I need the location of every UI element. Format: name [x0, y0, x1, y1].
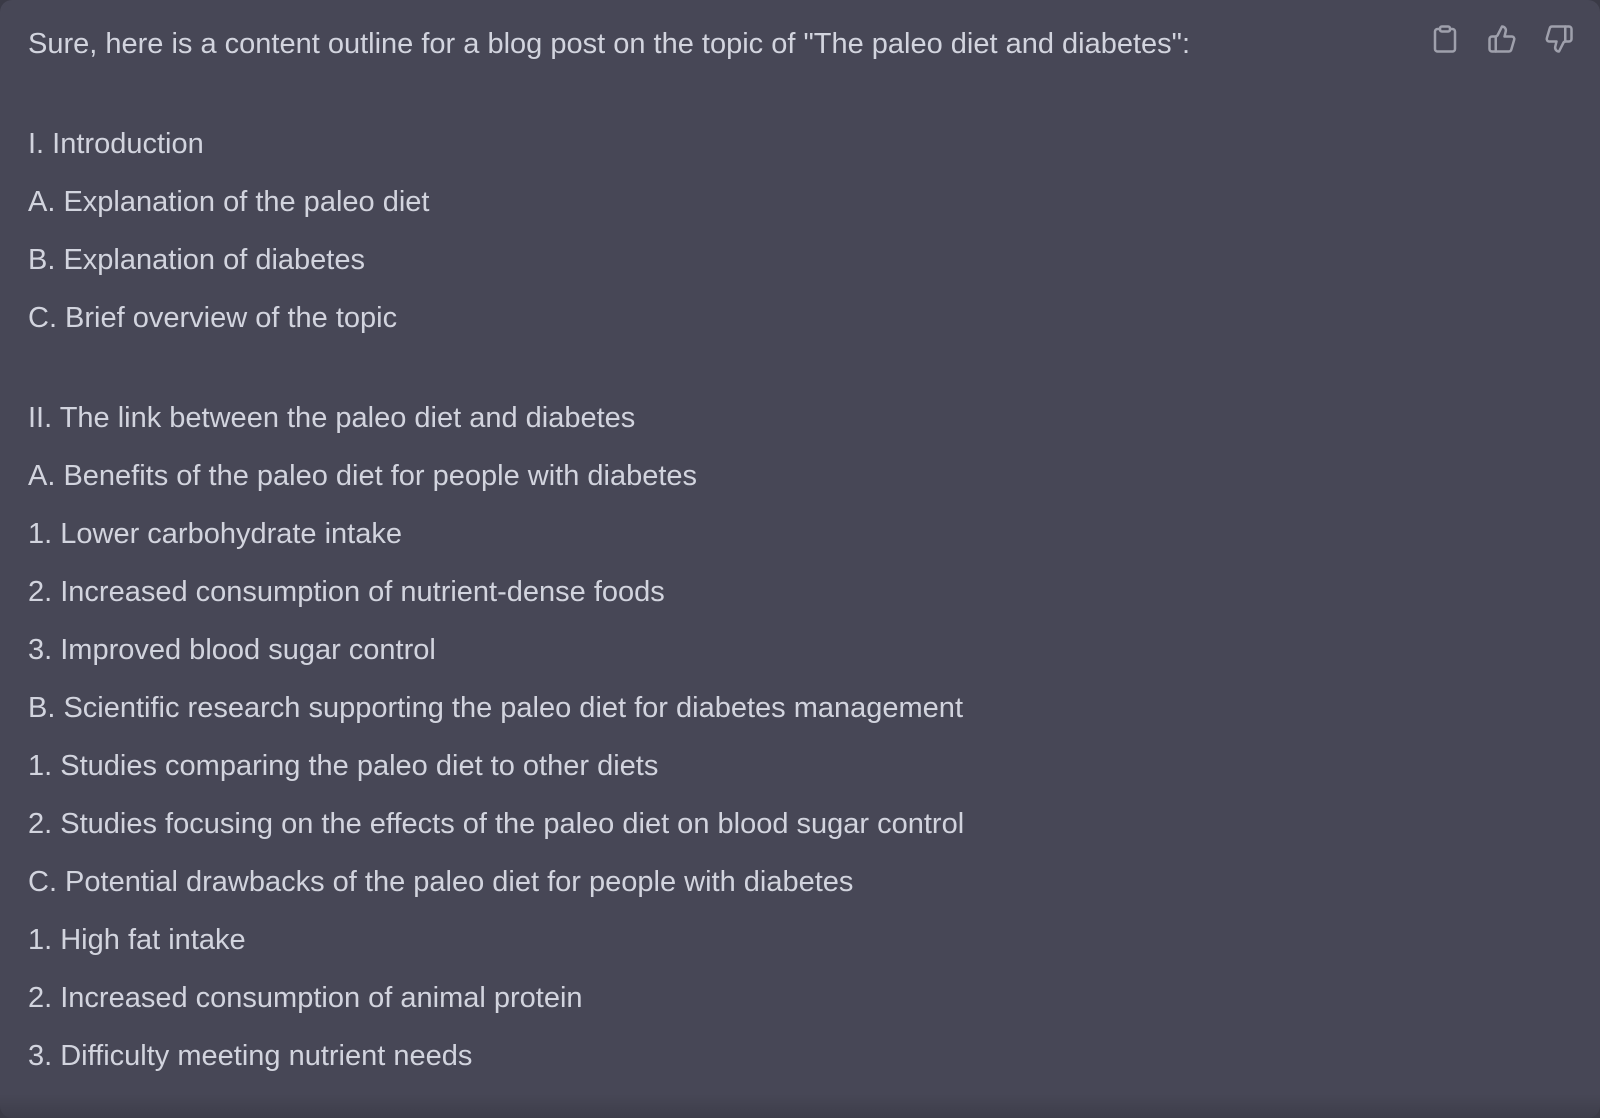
- copy-button[interactable]: [1430, 23, 1460, 55]
- outline-line: 2. Increased consumption of animal protein: [28, 982, 583, 1014]
- outline-section-2: [28, 403, 1240, 1071]
- outline-line: C. Brief overview of the topic: [28, 302, 398, 334]
- outline-line: A. Explanation of the paleo diet: [28, 186, 430, 218]
- outline-line: II. The link between the paleo diet and diabetes: [28, 402, 636, 434]
- thumbs-up-button[interactable]: [1487, 23, 1517, 55]
- thumbs-up-icon: [1487, 24, 1517, 54]
- outline-line: 2. Increased consumption of nutrient-dense foods: [28, 576, 665, 608]
- outline-line: 3. Difficulty meeting nutrient needs: [28, 1040, 473, 1072]
- outline-line: I. Introduction: [28, 128, 204, 160]
- outline-line: B. Explanation of diabetes: [28, 244, 365, 276]
- outline-section-1: [28, 129, 1240, 333]
- outline-line: 1. High fat intake: [28, 924, 246, 956]
- outline-line: B. Scientific research supporting the paleo diet for diabetes management: [28, 692, 963, 724]
- outline-line: 1. Studies comparing the paleo diet to other diets: [28, 750, 659, 782]
- thumbs-down-icon: [1544, 24, 1574, 54]
- message-intro: Sure, here is a content outline for a blog post on the topic of "The paleo diet and diabetes":: [28, 28, 1191, 60]
- bottom-edge-shadow: [0, 1094, 1600, 1118]
- clipboard-icon: [1430, 24, 1460, 54]
- thumbs-down-button[interactable]: [1544, 23, 1574, 55]
- message-action-bar: [1430, 23, 1574, 55]
- outline-line: C. Potential drawbacks of the paleo diet for people with diabetes: [28, 866, 854, 898]
- outline-line: A. Benefits of the paleo diet for people with diabetes: [28, 460, 698, 492]
- outline-line: 2. Studies focusing on the effects of the paleo diet on blood sugar control: [28, 808, 965, 840]
- outline-line: 3. Improved blood sugar control: [28, 634, 436, 666]
- outline-line: 1. Lower carbohydrate intake: [28, 518, 402, 550]
